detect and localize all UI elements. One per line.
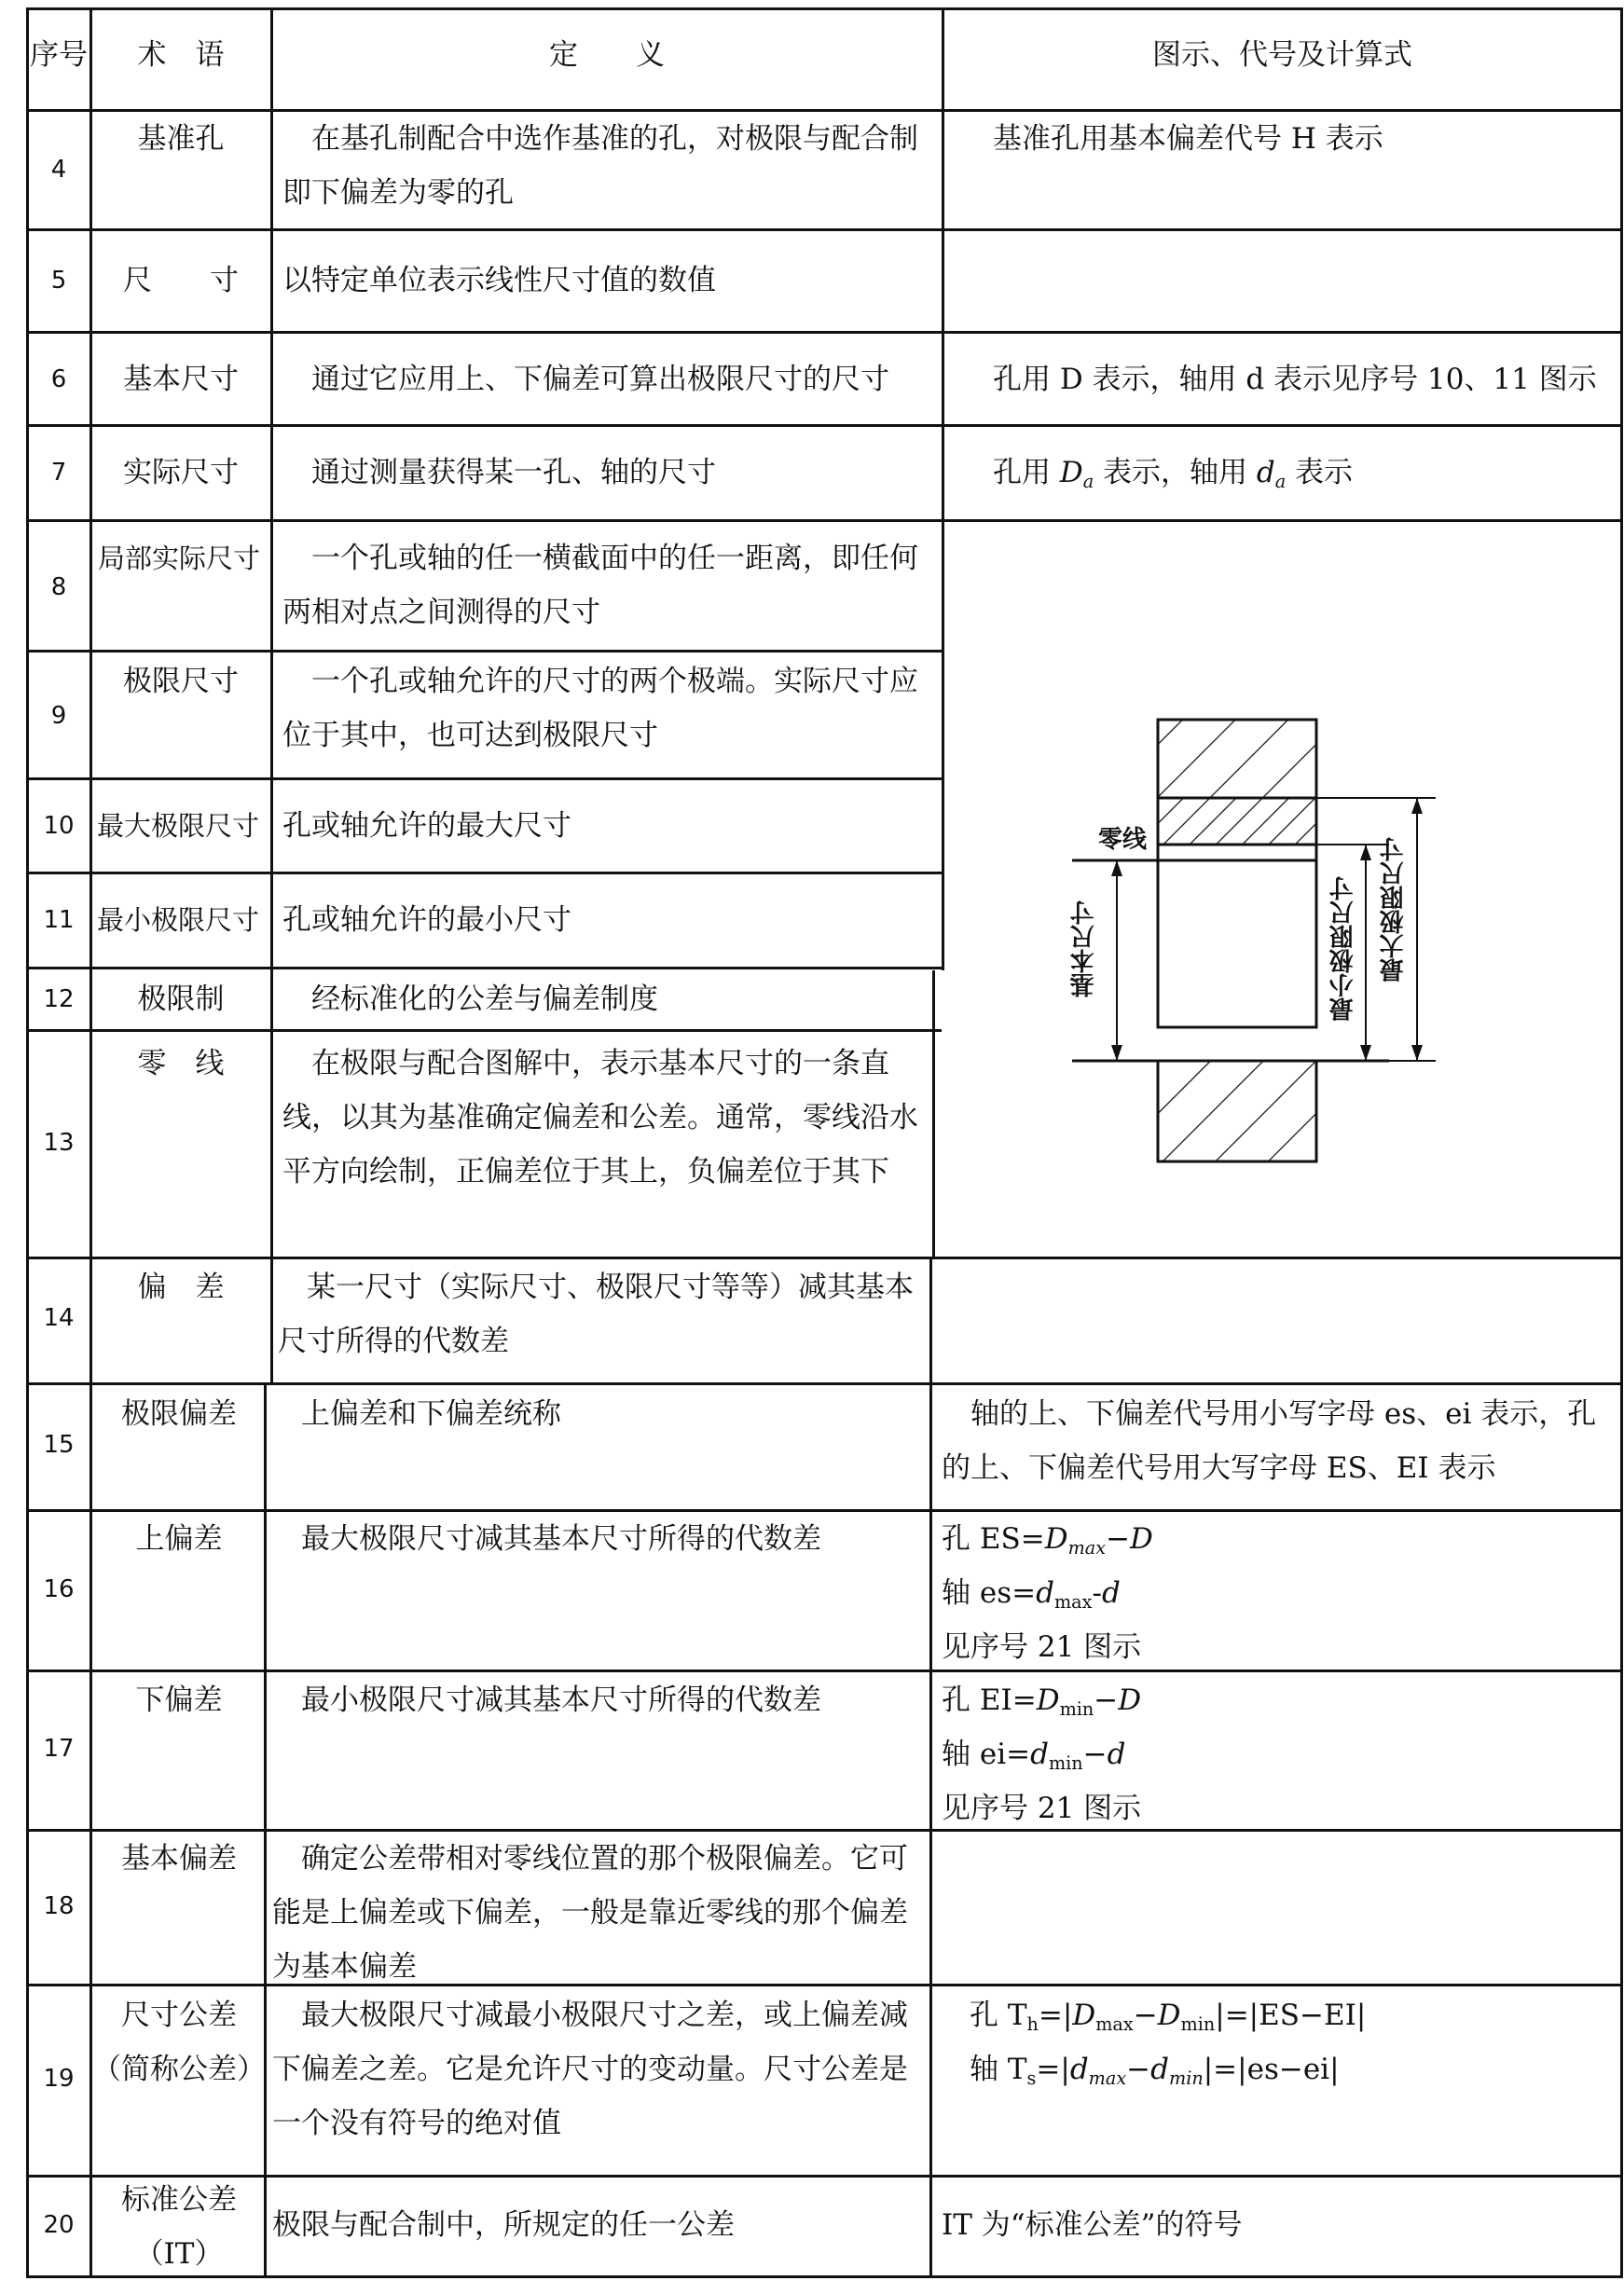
row-notation-formula: 孔 $EI=D_{min}-D$ bbox=[942, 1683, 1142, 1720]
row-term: 极限制 bbox=[137, 982, 225, 1016]
row-definition: 最大极限尺寸减最小极限尺寸之差，或上偏差减下偏差之差。它是允许尺寸的变动量。尺寸公差是一个没有符号的绝对值 bbox=[272, 1999, 908, 2140]
row-definition: 以特定单位表示线性尺寸值的数值 bbox=[282, 264, 716, 297]
row-term: 偏 差 bbox=[137, 1271, 225, 1304]
row-no: 6 bbox=[50, 365, 67, 393]
tolerance-band bbox=[1158, 798, 1316, 845]
row-no: 10 bbox=[43, 812, 75, 840]
row-term: 极限偏差 bbox=[121, 1397, 237, 1431]
row-definition: 最大极限尺寸减其基本尺寸所得的代数差 bbox=[272, 1522, 821, 1556]
min-limit-label: 最小极限尺寸 bbox=[1329, 876, 1357, 1022]
row-term: 基准孔 bbox=[137, 122, 225, 156]
row-notation: 孔用 D 表示，轴用 d 表示见序号 10、11 图示 bbox=[993, 363, 1597, 396]
row-no: 11 bbox=[43, 906, 75, 934]
row-no: 9 bbox=[50, 702, 67, 730]
header-definition: 定 义 bbox=[549, 38, 665, 72]
row-no: 12 bbox=[43, 985, 75, 1013]
header-term: 术 语 bbox=[137, 38, 225, 72]
row-notation-formula: 孔 $ES=D_{max}-D$ bbox=[942, 1522, 1153, 1559]
row-no: 8 bbox=[50, 573, 67, 601]
lower-wall bbox=[1158, 1061, 1316, 1161]
hole-area bbox=[1158, 845, 1316, 1027]
row-notation: 基准孔用基本偏差代号 H 表示 bbox=[993, 122, 1383, 156]
row-term: 上偏差 bbox=[135, 1522, 223, 1556]
row-definition: 一个孔或轴的任一横截面中的任一距离，即任何两相对点之间测得的尺寸 bbox=[282, 542, 918, 629]
row-notation-formula: 见序号 21 图示 bbox=[942, 1630, 1142, 1664]
row-term: 下偏差 bbox=[135, 1683, 223, 1717]
zero-line-label: 零线 bbox=[1098, 826, 1148, 854]
limit-size-figure bbox=[1044, 699, 1529, 1221]
row-no: 13 bbox=[43, 1129, 75, 1157]
row-term: 零 线 bbox=[137, 1047, 225, 1080]
header-notation: 图示、代号及计算式 bbox=[1152, 38, 1412, 72]
row-no: 14 bbox=[43, 1304, 75, 1332]
row-definition: 最小极限尺寸减其基本尺寸所得的代数差 bbox=[272, 1683, 821, 1717]
row-no: 15 bbox=[43, 1431, 75, 1459]
row-no: 16 bbox=[43, 1575, 75, 1603]
basic-size-label: 基本尺寸 bbox=[1070, 900, 1098, 997]
row-term: 最大极限尺寸 bbox=[96, 810, 259, 842]
row-definition: 确定公差带相对零线位置的那个极限偏差。它可能是上偏差或下偏差，一般是靠近零线的那个偏差为基本偏差 bbox=[272, 1842, 908, 1984]
row-no: 19 bbox=[43, 2065, 75, 2093]
row-definition: 一个孔或轴允许的尺寸的两个极端。实际尺寸应位于其中，也可达到极限尺寸 bbox=[282, 665, 918, 752]
row-definition: 极限与配合制中，所规定的任一公差 bbox=[272, 2208, 735, 2242]
row-term: 最小极限尺寸 bbox=[96, 904, 259, 936]
row-definition: 通过它应用上、下偏差可算出极限尺寸的尺寸 bbox=[282, 363, 889, 396]
row-term: 基本尺寸 bbox=[123, 363, 239, 396]
row-notation: 轴的上、下偏差代号用小写字母 es、ei 表示，孔的上、下偏差代号用大写字母 ES、EI 表示 bbox=[942, 1397, 1597, 1485]
row-term: 局部实际尺寸 bbox=[97, 543, 260, 574]
row-definition: 在极限与配合图解中，表示基本尺寸的一条直线，以其为基准确定偏差和公差。通常，零线沿水平方向绘制，正偏差位于其上，负偏差位于其下 bbox=[282, 1047, 918, 1189]
row-notation-formula: 孔 $T_h=|D_{max}-D_{min}|=|ES-EI|$ bbox=[970, 1999, 1367, 2035]
row-no: 4 bbox=[50, 156, 67, 184]
row-no: 7 bbox=[50, 459, 67, 487]
row-term: 基本偏差 bbox=[121, 1842, 237, 1876]
max-limit-label: 最大极限尺寸 bbox=[1380, 837, 1408, 982]
limit-size-diagram bbox=[1044, 699, 1529, 1221]
row-definition: 某一尺寸（实际尺寸、极限尺寸等等）减其基本尺寸所得的代数差 bbox=[278, 1271, 914, 1358]
row-notation-formula: 轴 $ei=d_{min}-d$ bbox=[942, 1738, 1126, 1774]
row-term: 尺寸公差 （简称公差） bbox=[92, 1999, 266, 2086]
row-definition: 孔或轴允许的最大尺寸 bbox=[282, 809, 571, 843]
row-definition: 孔或轴允许的最小尺寸 bbox=[282, 903, 571, 937]
row-no: 18 bbox=[43, 1892, 75, 1920]
row-definition: 通过测量获得某一孔、轴的尺寸 bbox=[282, 456, 716, 489]
row-notation-formula: 孔用 $D_a$ 表示，轴用 $d_a$ 表示 bbox=[993, 456, 1354, 492]
row-definition: 上偏差和下偏差统称 bbox=[272, 1397, 561, 1431]
row-term: 实际尺寸 bbox=[123, 456, 239, 489]
row-notation-formula: 轴 $T_s=|d_{max}-d_{min}|=|es-ei|$ bbox=[970, 2053, 1340, 2089]
row-term: 极限尺寸 bbox=[123, 665, 239, 698]
row-no: 17 bbox=[43, 1735, 75, 1763]
header-no: 序号 bbox=[30, 38, 88, 72]
upper-wall bbox=[1158, 720, 1316, 798]
row-no: 5 bbox=[50, 267, 67, 295]
row-notation-formula: 轴 $es=d_{max}-d$ bbox=[942, 1576, 1121, 1613]
row-notation: IT 为“标准公差”的符号 bbox=[942, 2208, 1243, 2242]
row-term: 尺 寸 bbox=[123, 264, 239, 297]
row-no: 20 bbox=[43, 2211, 75, 2239]
row-term: 标准公差 （IT） bbox=[121, 2183, 237, 2271]
row-notation-formula: 见序号 21 图示 bbox=[942, 1792, 1142, 1825]
row-definition: 经标准化的公差与偏差制度 bbox=[282, 982, 658, 1016]
row-definition: 在基孔制配合中选作基准的孔，对极限与配合制即下偏差为零的孔 bbox=[282, 122, 918, 210]
